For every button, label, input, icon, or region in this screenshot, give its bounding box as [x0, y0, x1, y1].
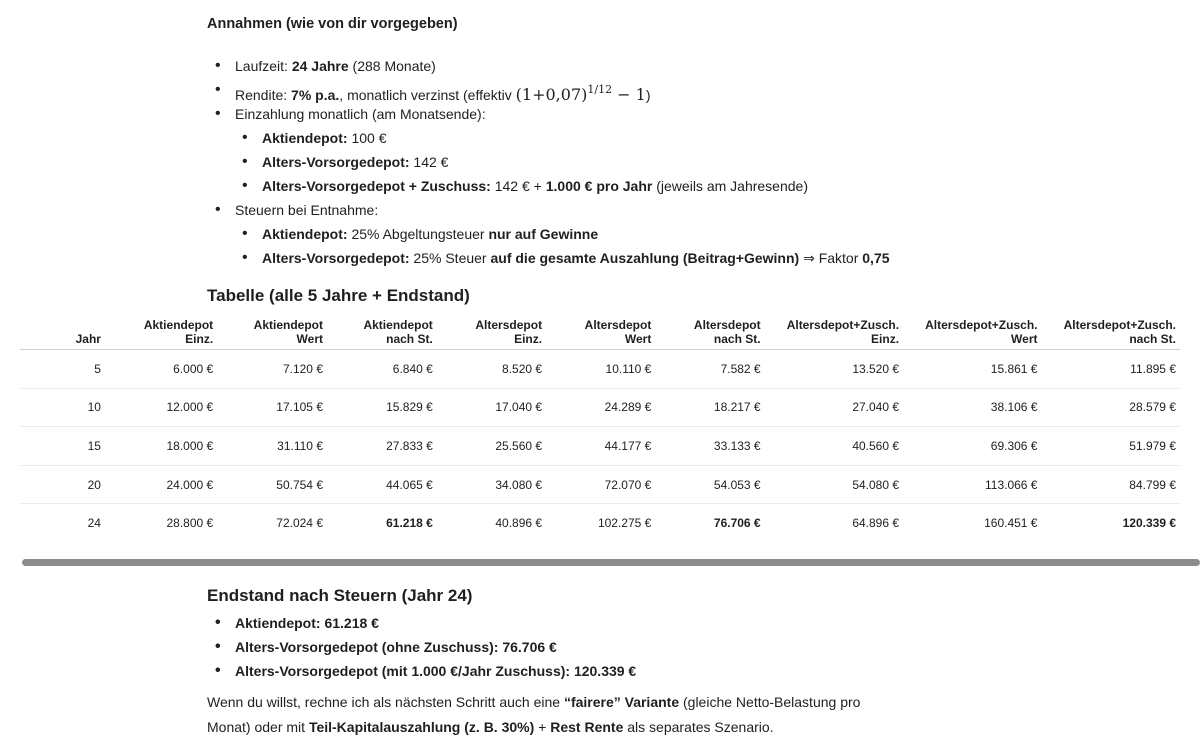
table-cell: 17.105 € [217, 388, 327, 427]
table-cell: 120.339 € [1122, 516, 1176, 531]
list-item-laufzeit [215, 54, 890, 78]
para-text-4: als separates Szenario. [623, 719, 774, 735]
table-cell: 69.306 € [903, 427, 1041, 466]
list-item-steuer-aktiendepot [242, 222, 890, 246]
assumptions-heading: Annahmen (wie von dir vorgegeben) [207, 16, 458, 32]
table-cell: 28.579 € [1041, 388, 1180, 427]
steuer-altersdepot-suffix: ⇒ Faktor [799, 250, 863, 266]
rendite-value: 7% p.a. [291, 87, 340, 103]
table-header-row [20, 312, 1180, 350]
column-header-line: Einz. [185, 332, 214, 346]
column-header [105, 312, 217, 350]
table-cell: 27.040 € [765, 388, 903, 427]
para-text-3: + [534, 719, 551, 735]
horizontal-scrollbar[interactable] [22, 559, 1200, 566]
laufzeit-label: Laufzeit: [235, 58, 292, 74]
list-item-einzahlung: • Einzahlung monatlich (am Monatsende): [215, 102, 890, 126]
table-cell: 10 [20, 388, 105, 427]
table-cell: 24 [87, 516, 101, 531]
column-header-line: Altersdepot+Zusch. [925, 318, 1038, 332]
table-cell: 5 [20, 350, 105, 389]
column-header-line: Einz. [514, 332, 543, 346]
table-cell: 18.000 € [105, 427, 217, 466]
table-cell: 44.065 € [327, 465, 437, 504]
column-header-line [24, 318, 101, 332]
column-header [437, 312, 546, 350]
column-header-line: Aktiendepot [143, 318, 214, 332]
list-item-rendite [215, 78, 890, 102]
para-bold-2: Teil-Kapitalauszahlung (z. B. 30%) [308, 719, 535, 735]
column-header-line: Altersdepot [693, 318, 761, 332]
table-cell: 24.000 € [105, 465, 217, 504]
table-scroll-container[interactable] [20, 312, 1180, 542]
table-row [20, 465, 1180, 504]
table-cell: 28.800 € [166, 516, 214, 531]
table-cell: 72.024 € [276, 516, 323, 531]
laufzeit-suffix: (288 Monate) [348, 58, 436, 74]
rendite-suffix: ) [645, 87, 651, 103]
rendite-middle: , monatlich verzinst (effektiv [339, 87, 516, 103]
list-item: • Aktiendepot: 61.218 € [215, 611, 636, 635]
para-text-2: (gleiche Netto-Belastung pro Monat) oder mit [207, 694, 861, 735]
list-item-einz-altersdepot [242, 150, 890, 174]
column-header-line: Altersdepot [584, 318, 652, 332]
table-cell: 25.560 € [437, 427, 546, 466]
table-row [20, 427, 1180, 466]
einz-altersdepot-value: 142 € [409, 154, 449, 170]
table-cell: 64.896 € [852, 516, 900, 531]
table-cell: 160.451 € [984, 516, 1038, 531]
list-item: • Alters-Vorsorgedepot (mit 1.000 €/Jahr Zuschuss): 120.339 € [215, 659, 636, 683]
table-cell: 27.833 € [327, 427, 437, 466]
einz-zuschuss-label: Alters-Vorsorgedepot + Zuschuss: [262, 178, 491, 194]
endstand-list [215, 611, 636, 683]
steuer-aktiendepot-value: 25% Abgeltungsteuer [347, 226, 489, 242]
column-header-line: Jahr [75, 332, 101, 346]
steuer-altersdepot-value: 25% Steuer [409, 250, 491, 266]
table-heading: Tabelle (alle 5 Jahre + Endstand) [207, 286, 470, 305]
table-cell: 20 [20, 465, 105, 504]
column-header-line: Altersdepot+Zusch. [1063, 318, 1176, 332]
column-header-line: Altersdepot+Zusch. [786, 318, 900, 332]
table-cell: 24.289 € [546, 388, 655, 427]
column-header-line: Einz. [871, 332, 900, 346]
column-header-line: Altersdepot [475, 318, 543, 332]
einz-aktiendepot-value: 100 € [347, 130, 387, 146]
list-item: • Alters-Vorsorgedepot (ohne Zuschuss): 76.706 € [215, 635, 636, 659]
table-cell: 54.053 € [655, 465, 764, 504]
table-cell: 15.829 € [327, 388, 437, 427]
formula-exponent: 1/12 [587, 83, 613, 96]
column-header [546, 312, 655, 350]
table-cell: 7.582 € [655, 350, 764, 389]
einz-altersdepot-label: Alters-Vorsorgedepot: [262, 154, 410, 170]
table-cell: 50.754 € [217, 465, 327, 504]
followup-paragraph [207, 690, 867, 740]
steuer-altersdepot-factor: 0,75 [862, 250, 890, 266]
endstand-heading: Endstand nach Steuern (Jahr 24) [207, 586, 473, 605]
table-cell: 54.080 € [765, 465, 903, 504]
table-cell: 40.896 € [495, 516, 543, 531]
column-header-line: nach St. [386, 332, 433, 346]
list-item-einz-zuschuss [242, 174, 890, 198]
table-cell: 33.133 € [655, 427, 764, 466]
column-header-line: Wert [624, 332, 652, 346]
table-cell: 11.895 € [1041, 350, 1180, 389]
steuer-altersdepot-emph: auf die gesamte Auszahlung (Beitrag+Gewinn) [490, 250, 800, 266]
para-bold-1: “fairere” Variante [563, 694, 680, 710]
formula-tail: − 1 [612, 85, 646, 104]
table-body [20, 350, 1180, 542]
table-cell: 15 [20, 427, 105, 466]
column-header [765, 312, 903, 350]
table-cell: 76.706 € [713, 516, 761, 531]
table-cell: 12.000 € [105, 388, 217, 427]
para-bold-3: Rest Rente [550, 719, 624, 735]
table-cell: 72.070 € [546, 465, 655, 504]
table-row [20, 350, 1180, 389]
column-header [217, 312, 327, 350]
column-header-line: Wert [1011, 332, 1038, 346]
table-cell: 34.080 € [437, 465, 546, 504]
para-text-1: Wenn du willst, rechne ich als nächsten Schritt auch eine [207, 694, 564, 710]
table-cell: 61.218 € [386, 516, 433, 531]
column-header [655, 312, 764, 350]
table-cell: 40.560 € [765, 427, 903, 466]
table-cell: 51.979 € [1041, 427, 1180, 466]
table-row [20, 504, 1180, 542]
column-header [327, 312, 437, 350]
table-cell: 7.120 € [217, 350, 327, 389]
einz-zuschuss-value: 142 € + [490, 178, 546, 194]
column-header-line: Aktiendepot [363, 318, 433, 332]
results-table [20, 312, 1180, 542]
table-cell: 6.840 € [327, 350, 437, 389]
rendite-label: Rendite: [235, 87, 292, 103]
list-item-einz-aktiendepot [242, 126, 890, 150]
table-cell: 44.177 € [546, 427, 655, 466]
table-cell: 15.861 € [903, 350, 1041, 389]
steuer-aktiendepot-emph: nur auf Gewinne [488, 226, 599, 242]
column-header-line: nach St. [1129, 332, 1176, 346]
einz-aktiendepot-label: Aktiendepot: [262, 130, 348, 146]
column-header-line: Wert [296, 332, 323, 346]
table-cell: 10.110 € [546, 350, 655, 389]
table-cell: 102.275 € [597, 516, 652, 531]
laufzeit-value: 24 Jahre [291, 58, 349, 74]
steuer-altersdepot-label: Alters-Vorsorgedepot: [262, 250, 410, 266]
table-cell: 31.110 € [217, 427, 327, 466]
table-cell: 18.217 € [655, 388, 764, 427]
einz-zuschuss-suffix: (jeweils am Jahresende) [652, 178, 808, 194]
column-header-line: nach St. [713, 332, 761, 346]
column-header [20, 312, 105, 350]
table-cell: 13.520 € [765, 350, 903, 389]
steuer-aktiendepot-label: Aktiendepot: [262, 226, 348, 242]
column-header-line: Aktiendepot [253, 318, 323, 332]
table-cell: 6.000 € [105, 350, 217, 389]
table-cell: 8.520 € [437, 350, 546, 389]
table-cell: 113.066 € [903, 465, 1041, 504]
table-cell: 17.040 € [437, 388, 546, 427]
column-header [903, 312, 1041, 350]
formula-base: (1+0,07) [515, 85, 588, 104]
table-cell: 84.799 € [1041, 465, 1180, 504]
einz-zuschuss-amount: 1.000 € pro Jahr [545, 178, 653, 194]
assumptions-list [215, 54, 890, 270]
list-item-steuer-altersdepot [242, 246, 890, 270]
column-header [1041, 312, 1180, 350]
list-item-steuern: • Steuern bei Entnahme: [215, 198, 890, 222]
table-row [20, 388, 1180, 427]
table-cell: 38.106 € [903, 388, 1041, 427]
